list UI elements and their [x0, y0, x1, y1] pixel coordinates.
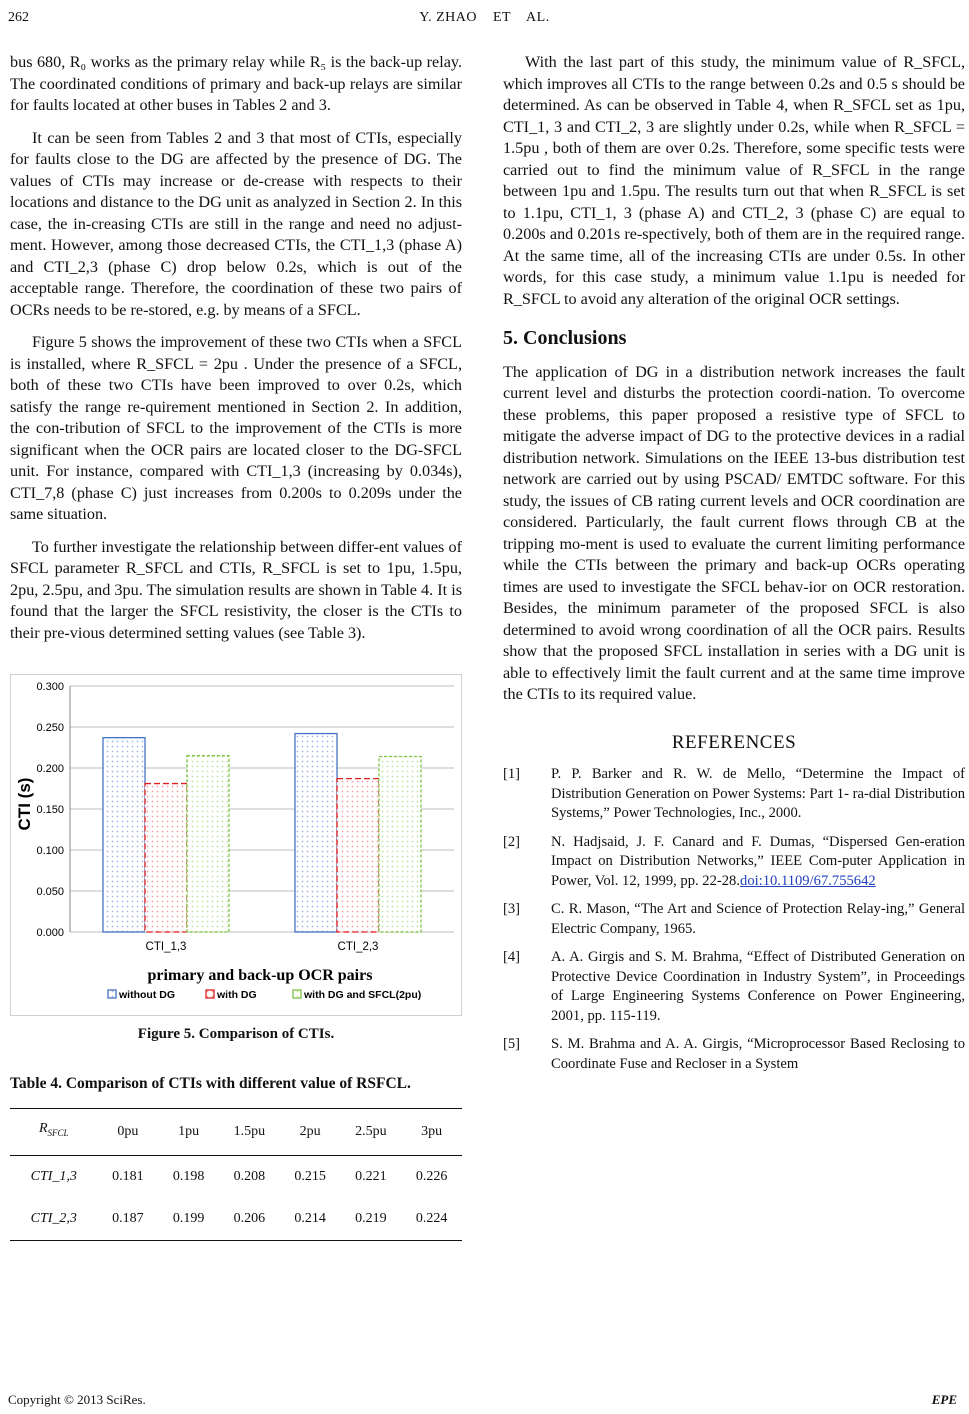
left-column: [10, 52, 462, 1241]
reference-text: N. Hadjsaid, J. F. Canard and F. Dumas, “Dispersed Gen-eration Impact on Distribution Networks,” IEEE Com-puter Application in Power, Vol. 12, 1999, pp. 22-28.: [551, 833, 965, 889]
x-axis-label: primary and back-up OCR pairs: [147, 967, 373, 984]
reference-number: [2]: [503, 833, 521, 850]
table-cell: 0.226: [415, 1168, 448, 1184]
copyright: Copyright © 2013 SciRes.: [8, 1392, 146, 1407]
table-cell: 0.199: [158, 1198, 219, 1241]
paragraph: With the last part of this study, the minimum value of R_SFCL, which improves all CTIs to the range between 0.2s and 0.5 s should be determined. As can be observed in Table 4, when R_SFCL set as 1pu, CTI_1, 3 and CTI_2, 3 are slightly under 0.2s, while when R_SFCL = 1.5pu , both of them are over 0.2s. Therefore, some specific tests were carried out to find the minimum value of R_SFCL in the range between 1pu and 1.5pu. The results turn out that when R_SFCL is set to 1.1pu, CTI_1, 3 (phase A) and CTI_2, 3 (phase C) are equal to 0.200s and 0.201s re-spectively, both of them are in the required range. At the same time, all of the increasing CTIs are under 0.5s. In other words, for this case study, a minimum value 1.1pu is needed for R_SFCL to avoid any alteration of the original OCR settings.: [503, 53, 965, 308]
reference-number: [1]: [503, 766, 521, 782]
bar: [337, 779, 379, 932]
table-row: [10, 1155, 462, 1198]
reference-item: [503, 833, 965, 892]
legend-label: without DG: [119, 989, 175, 1001]
reference-list: [503, 765, 965, 1074]
y-axis-label: CTI (s): [15, 777, 34, 831]
legend-label: with DG: [217, 989, 257, 1001]
table-row-label: CTI_2,3: [10, 1198, 98, 1241]
figure-caption: Figure 5. Comparison of CTIs.: [137, 1026, 335, 1042]
paragraph: Figure 5 shows the improvement of these two CTIs when a SFCL is installed, where R_SFCL = 2pu . Under the presence of a SFCL, both of these two CTIs have been improved to over 0.2s, which satisfy the range re-quirement mentioned in Section 2. In addition, the con-tribution of SFCL to the improvement of the CTIs is more significant when the OCR pairs are located closer to the DG-SFCL unit. For instance, compared with CTI_1,3 (increasing by 0.034s), CTI_7,8 (phase C) just increases from 0.200s to 0.209s under the same situation.: [10, 333, 462, 523]
legend-swatch: [108, 990, 116, 998]
table-header-cell: 2pu: [280, 1108, 341, 1155]
paragraph: It can be seen from Tables 2 and 3 that most of CTIs, especially for faults close to the DG are affected by the presence of DG. The values of CTIs may increase or de-crease with respects to their locations and distance to the DG unit as analyzed in Section 2. In this case, the in-creasing CTIs are still in the range and need no adjust-ment. However, among those decreased CTIs, the CTI_1,3 (phase A) and CTI_2,3 (phase C) drop below 0.2s, which is out of the acceptable range. Therefore, the coordination of these two pairs of OCRs needs to be re-stored, e.g. by means of a SFCL.: [10, 128, 462, 319]
bar: [187, 756, 229, 932]
running-title: Y. ZHAO ET AL.: [419, 10, 550, 25]
table-cell: 0.215: [294, 1168, 326, 1184]
page-number: 262: [8, 10, 29, 25]
paragraph: The application of DG in a distribution network increases the fault current level and disturbs the protection coordi-nation. To overcome these problems, this paper proposed a resistive type of SFCL to mitigate the adverse impact of DG to the protective devices in a radial distribution network. Simulations on the IEEE 13-bus distribution test network are carried out by using PSCAD/ EMTDC software. For this study, the issues of CB rating current levels and OCR coordination are considered. Particularly, the fault current flows through CB at the tripping mo-ment is used to evaluate the current limiting performance while the CTIs between the primary and back-up OCRs operating times are used to investigate the SFCL behav-ior on OCR restoration. Besides, the minimum parameter of the proposed SFCL is also determined to avoid wrong coordination of all the OCR pairs. Results show that the proposed SFCL installation in series with a DG unit is able to effectively limit the fault current and at the same time improve the CTIs to its required value.: [503, 362, 965, 703]
legend-swatch: [206, 990, 214, 998]
legend-swatch: [293, 990, 301, 998]
bar: [295, 734, 337, 932]
table-cell: 0.198: [172, 1168, 205, 1184]
y-tick-label: 0.100: [36, 845, 64, 857]
table-header-cell: 2.5pu: [341, 1108, 402, 1155]
reference-text: S. M. Brahma and A. A. Girgis, “Microprocessor Based Reclosing to Coordinate Fuse and Recloser in a System: [551, 1036, 965, 1072]
paragraph: To further investigate the relationship between differ-ent values of SFCL parameter R_SFCL and CTIs, R_SFCL is set to 1pu, 1.5pu, 2pu, 2.5pu, and 3pu. The simulation results are shown in Table 4. It is found that the larger the SFCL resistivity, the closer is the CTIs to their pre-vious determined setting values (see Table 3).: [10, 537, 462, 642]
table-header-cell: $R_{SFCL}$: [10, 1108, 98, 1155]
y-tick-label: 0.200: [36, 763, 64, 775]
table-header-cell: 3pu: [401, 1108, 462, 1155]
figure-5: [10, 674, 462, 1016]
table-header-cell: 1.5pu: [219, 1108, 280, 1155]
y-tick-label: 0.050: [36, 886, 64, 898]
reference-number: [3]: [503, 901, 521, 917]
table-cell: 0.206: [219, 1198, 280, 1241]
table-caption: Table 4. Comparison of CTIs with different value of RSFCL.: [10, 1074, 411, 1092]
table-cell: 0.219: [341, 1198, 402, 1241]
bar: [103, 738, 145, 932]
reference-item: [503, 765, 965, 824]
table-header-cell: 1pu: [158, 1108, 219, 1155]
table-cell: 0.214: [280, 1198, 341, 1241]
paragraph: bus 680, R₀ works as the primary relay while R₅ is the back-up relay. The coordinated conditions of primary and back-up relays are similar for faults located at other buses in Tables 2 and 3.: [10, 53, 462, 114]
table-header-cell: 0pu: [98, 1108, 159, 1155]
y-tick-label: 0.250: [36, 722, 64, 734]
reference-text-wrap: [551, 833, 965, 892]
y-tick-label: 0.000: [36, 927, 64, 939]
bar: [379, 757, 421, 932]
table-cell: 0.181: [112, 1168, 144, 1184]
x-tick-label: CTI_1,3: [145, 941, 187, 953]
section-title: 5. Conclusions: [503, 327, 627, 349]
table-row: [10, 1198, 462, 1241]
reference-text: P. P. Barker and R. W. de Mello, “Determine the Impact of Distribution Generation on Power Systems: Part 1- ra-dial Distribution Systems,” Power Technologies, Inc., 2000.: [551, 766, 965, 821]
references-title: REFERENCES: [671, 731, 797, 753]
legend-label: with DG and SFCL(2pu): [304, 989, 422, 1001]
reference-item: [503, 900, 965, 939]
reference-text: A. A. Girgis and S. M. Brahma, “Effect of Distributed Generation on Protective Device Coordination in Industry System”, in Proceedings of Large Engineering Systems Conference on Power Engineering, 2001, pp. 115-119.: [551, 949, 965, 1024]
table-cell: 0.221: [355, 1168, 387, 1184]
table-cell: 0.208: [233, 1168, 266, 1184]
page-header: [0, 10, 969, 34]
reference-text: C. R. Mason, “The Art and Science of Protection Relay-ing,” General Electric Company, 1965.: [551, 901, 965, 937]
reference-number: [4]: [503, 949, 521, 965]
table-4: [10, 1108, 462, 1241]
y-tick-label: 0.150: [36, 804, 64, 816]
table-cell: 0.224: [401, 1198, 462, 1241]
reference-item: [503, 1035, 965, 1074]
right-column: [503, 52, 965, 1083]
x-tick-label: CTI_2,3: [337, 941, 379, 953]
table-header-row: [10, 1108, 462, 1155]
cti-bar-chart: [10, 674, 462, 1016]
reference-number: [5]: [503, 1036, 521, 1052]
y-tick-label: 0.300: [36, 681, 64, 693]
reference-item: [503, 948, 965, 1026]
table-cell: 0.187: [98, 1198, 159, 1241]
doi-link[interactable]: doi:10.1109/67.755642: [740, 872, 876, 889]
table-row-label: CTI_1,3: [30, 1168, 77, 1184]
bar: [145, 784, 187, 932]
journal-name: EPE: [931, 1392, 957, 1407]
